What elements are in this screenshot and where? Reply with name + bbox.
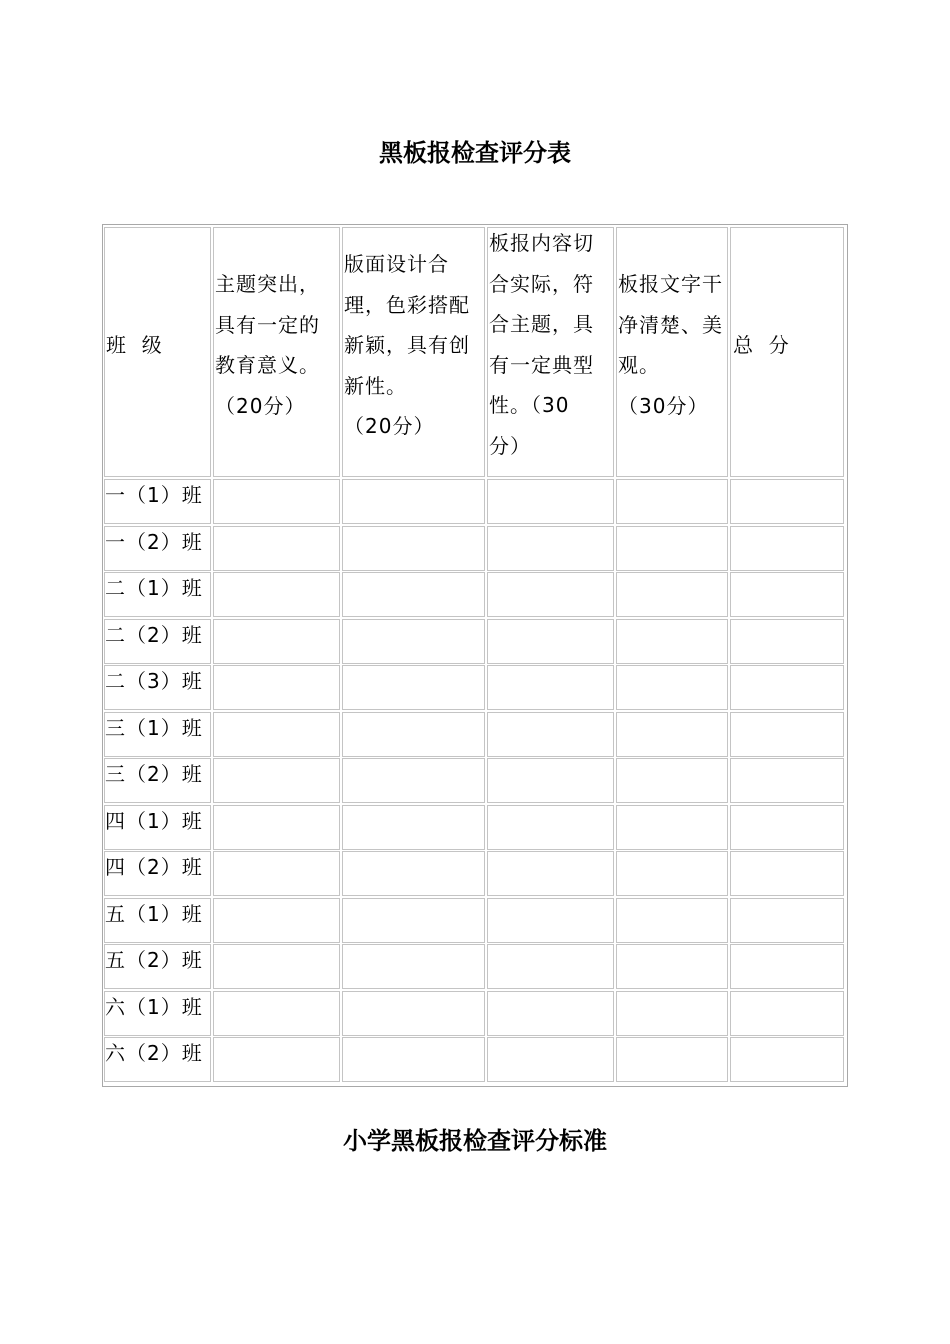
class-name: 六（2）班 xyxy=(105,1041,203,1065)
score-cell xyxy=(616,851,728,896)
column-header xyxy=(344,244,470,447)
column-header-line: 版面设计合 xyxy=(344,252,449,276)
column-header-line: 有一定典型 xyxy=(489,352,594,377)
column-header-line: 班 级 xyxy=(106,333,163,357)
column-header-line: 合实际，符 xyxy=(489,271,594,296)
score-cell xyxy=(730,758,844,803)
score-cell xyxy=(213,572,340,617)
column-header-line: 板报内容切 xyxy=(489,231,594,255)
page-title: 黑板报检查评分表 xyxy=(379,139,571,167)
class-name: 二（1）班 xyxy=(105,576,203,600)
score-cell xyxy=(730,851,844,896)
score-cell xyxy=(730,572,844,617)
score-cell xyxy=(730,665,844,710)
column-header xyxy=(215,264,320,426)
class-name: 四（2）班 xyxy=(105,855,203,879)
score-cell xyxy=(213,526,340,571)
column-header xyxy=(106,325,163,366)
column-header-line: 新性。 xyxy=(344,373,407,398)
score-cell xyxy=(487,1037,614,1082)
score-cell xyxy=(487,479,614,524)
column-header-line: 总 分 xyxy=(733,333,790,357)
score-cell xyxy=(730,619,844,664)
score-cell xyxy=(213,805,340,850)
score-cell xyxy=(487,944,614,989)
score-cell xyxy=(730,898,844,943)
score-cell xyxy=(487,665,614,710)
score-cell xyxy=(342,758,485,803)
score-cell xyxy=(213,944,340,989)
score-cell xyxy=(487,991,614,1036)
score-cell xyxy=(487,851,614,896)
class-name: 三（2）班 xyxy=(105,762,203,786)
score-cell xyxy=(487,619,614,664)
score-cell xyxy=(487,805,614,850)
score-cell xyxy=(730,526,844,571)
score-cell xyxy=(342,1037,485,1082)
score-cell xyxy=(342,572,485,617)
column-header xyxy=(489,223,594,466)
score-cell xyxy=(213,479,340,524)
column-header-line: （30分） xyxy=(618,393,709,418)
column-header-line: 理，色彩搭配 xyxy=(344,292,470,317)
score-cell xyxy=(730,1037,844,1082)
score-cell xyxy=(616,991,728,1036)
score-cell xyxy=(616,665,728,710)
column-header-line: 新颖，具有创 xyxy=(344,333,470,357)
score-cell xyxy=(487,758,614,803)
column-header-line: 主题突出， xyxy=(215,272,320,296)
score-cell xyxy=(342,712,485,757)
score-cell xyxy=(342,805,485,850)
class-name: 六（1）班 xyxy=(105,995,203,1019)
column-header-line: 观。 xyxy=(618,353,660,377)
class-name: 一（1）班 xyxy=(105,483,203,507)
score-cell xyxy=(616,1037,728,1082)
score-cell xyxy=(616,619,728,664)
score-cell xyxy=(213,991,340,1036)
score-cell xyxy=(342,665,485,710)
score-cell xyxy=(342,851,485,896)
column-header xyxy=(733,325,790,366)
score-cell xyxy=(342,526,485,571)
class-name: 五（1）班 xyxy=(105,902,203,926)
score-cell xyxy=(730,479,844,524)
score-cell xyxy=(342,898,485,943)
score-cell xyxy=(342,619,485,664)
column-header-line: （20分） xyxy=(215,393,306,418)
class-name: 二（3）班 xyxy=(105,669,203,693)
score-cell xyxy=(213,665,340,710)
column-header-line: 板报文字干 xyxy=(618,272,723,296)
score-cell xyxy=(213,758,340,803)
column-header-line: 净清楚、美 xyxy=(618,312,723,337)
score-cell xyxy=(213,851,340,896)
class-name: 二（2）班 xyxy=(105,623,203,647)
score-cell xyxy=(342,944,485,989)
score-cell xyxy=(342,479,485,524)
class-name: 一（2）班 xyxy=(105,530,203,554)
score-cell xyxy=(730,944,844,989)
score-cell xyxy=(487,572,614,617)
score-cell xyxy=(616,898,728,943)
score-cell xyxy=(730,805,844,850)
score-cell xyxy=(487,898,614,943)
score-cell xyxy=(213,898,340,943)
column-header-line: 分） xyxy=(489,433,531,458)
section-title: 小学黑板报检查评分标准 xyxy=(343,1127,607,1155)
score-cell xyxy=(616,712,728,757)
score-cell xyxy=(213,712,340,757)
column-header-line: 性。（30 xyxy=(489,393,570,417)
class-name: 五（2）班 xyxy=(105,948,203,972)
score-cell xyxy=(616,805,728,850)
column-header-line: 教育意义。 xyxy=(215,353,320,377)
score-cell xyxy=(213,1037,340,1082)
class-name: 四（1）班 xyxy=(105,809,203,833)
score-cell xyxy=(616,944,728,989)
score-cell xyxy=(487,712,614,757)
score-cell xyxy=(616,572,728,617)
column-header-line: 合主题，具 xyxy=(489,312,594,336)
column-header-line: （20分） xyxy=(344,414,435,438)
score-cell xyxy=(730,712,844,757)
column-header-line: 具有一定的 xyxy=(215,312,320,337)
score-cell xyxy=(487,526,614,571)
score-cell xyxy=(616,758,728,803)
score-cell xyxy=(616,479,728,524)
score-cell xyxy=(213,619,340,664)
column-header xyxy=(618,264,723,426)
score-cell xyxy=(616,526,728,571)
score-cell xyxy=(342,991,485,1036)
class-name: 三（1）班 xyxy=(105,716,203,740)
score-cell xyxy=(730,991,844,1036)
